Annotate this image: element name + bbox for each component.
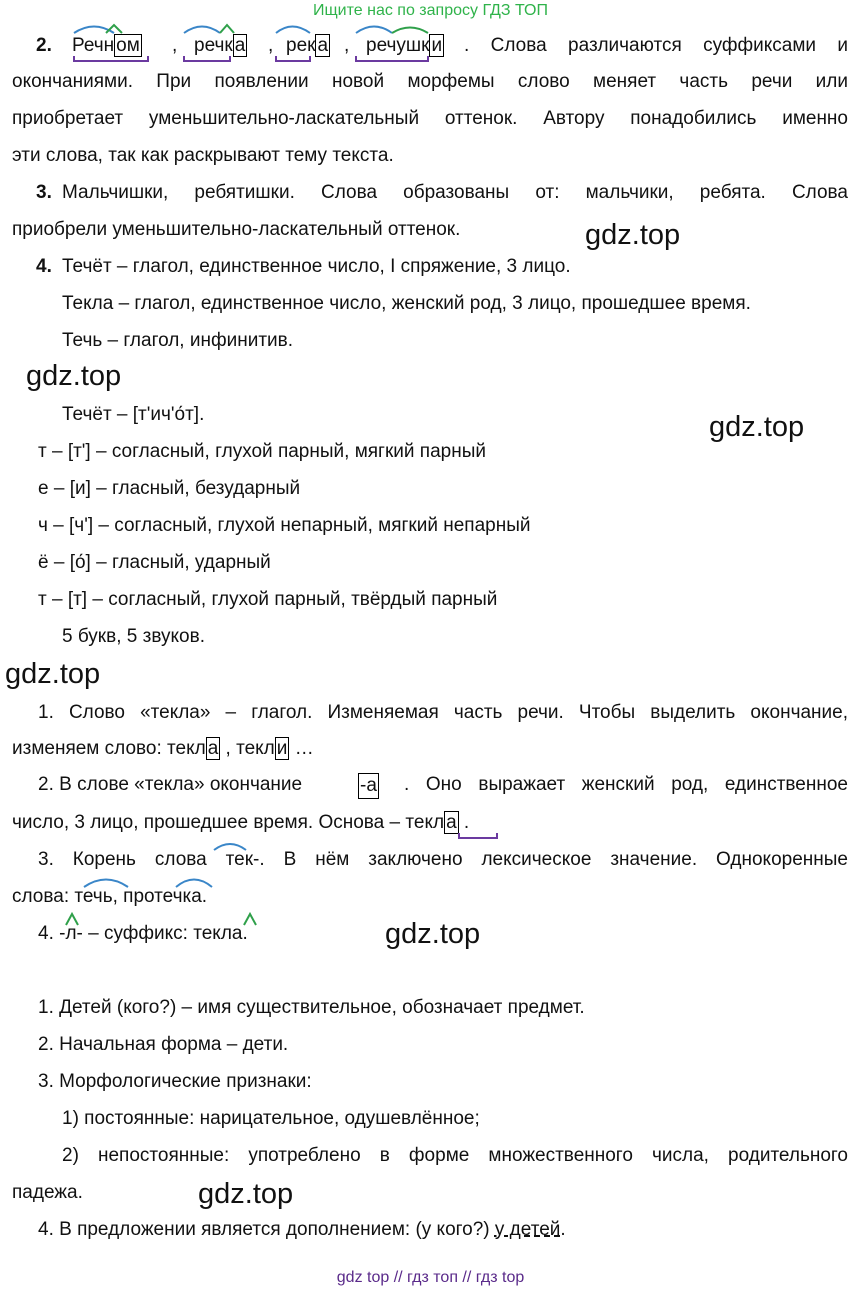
watermark: gdz.top — [585, 219, 681, 251]
task3-line1 — [12, 181, 848, 205]
root-arc — [276, 27, 310, 34]
morph-text: . — [463, 812, 470, 833]
word-rechushki-ending: и — [431, 35, 443, 56]
morph-p2-line2 — [12, 811, 848, 835]
phonetic-row: т – [т'] – согласный, глухой парный, мягкий парный — [38, 441, 486, 462]
phonetic-row: т – [т] – согласный, глухой парный, твёрдый парный — [38, 589, 498, 610]
task4-text: Течёт – глагол, единственное число, I спряжение, 3 лицо. — [62, 256, 571, 277]
noun-line1: 1. Детей (кого?) – имя существительное, обозначает предмет. — [38, 997, 585, 1018]
ending-box: -а — [358, 773, 379, 799]
morph-p1-line1: 1. Слово «текла» – глагол. Изменяемая часть речи. Чтобы выделить окончание, — [38, 702, 848, 723]
phonetic-summary: 5 букв, 5 звуков. — [62, 626, 205, 647]
morph-text: . Оно выражает женский род, единственное — [404, 774, 848, 795]
morph-text: число, 3 лицо, прошедшее время. Основа – — [12, 812, 401, 833]
watermark: gdz.top — [709, 411, 805, 443]
word-reka-ending: а — [317, 35, 329, 56]
noun-text: . — [560, 1219, 566, 1240]
morph-text: , текл — [225, 738, 275, 759]
word-rechnom-root: Речн — [72, 35, 115, 56]
separator: , — [344, 35, 350, 56]
object-underlined: у детей — [494, 1219, 561, 1240]
morph-p3-line2: слова: течь, протечка. — [12, 886, 208, 907]
task3-text: Мальчишки, ребятишки. Слова образованы от: мальчики, ребята. Слова — [62, 182, 848, 203]
task4-number: 4. — [36, 256, 52, 277]
phonetic-row: ё – [о́] – гласный, ударный — [38, 552, 271, 573]
word-rechushki-root: речушк — [366, 35, 430, 56]
ending-box: а — [446, 812, 457, 833]
suffix-caret — [106, 25, 122, 33]
task2-line2: окончаниями. При появлении новой морфемы слово меняет часть речи или — [12, 71, 848, 92]
morph-text: … — [294, 738, 314, 759]
ending-box: а — [207, 738, 219, 759]
task4-line1 — [12, 255, 848, 279]
stem-word: текл — [405, 812, 445, 833]
task3-line2: приобрели уменьшительно-ласкательный оттенок. — [12, 219, 461, 240]
noun-line7 — [38, 1218, 848, 1242]
task3-number: 3. — [36, 182, 52, 203]
phonetic-row: ч – [ч'] – согласный, глухой непарный, мягкий непарный — [38, 515, 531, 536]
ending-box: и — [276, 738, 288, 759]
top-banner: Ищите нас по запросу ГДЗ ТОП — [313, 2, 548, 19]
watermark: gdz.top — [5, 658, 101, 690]
morph-p3-line1: 3. Корень слова тек-. В нём заключено лексическое значение. Однокоренные — [38, 849, 848, 870]
noun-line4: 1) постоянные: нарицательное, одушевлённое; — [62, 1108, 480, 1129]
root-arc — [184, 27, 220, 34]
separator: , — [172, 35, 178, 56]
morph-p1-line2 — [12, 737, 848, 761]
task2-line3: приобретает уменьшительно-ласкательный оттенок. Автору понадобились именно — [12, 108, 848, 129]
phonetic-transcription: Течёт – [т'ич'о́т]. — [62, 404, 205, 425]
task2-line4: эти слова, так как раскрывают тему текста. — [12, 145, 394, 166]
task4-line3: Течь – глагол, инфинитив. — [62, 330, 294, 351]
task2-number: 2. — [36, 35, 52, 56]
root-arc — [356, 27, 392, 34]
word-rechka-ending: а — [234, 35, 246, 56]
noun-line3: 3. Морфологические признаки: — [38, 1071, 312, 1092]
separator: , — [268, 35, 274, 56]
word-reka-root: рек — [286, 35, 316, 56]
word-rechnom-ending: ом — [116, 35, 140, 56]
suffix-caret — [392, 28, 428, 34]
footer-links: gdz top // гдз топ // гдз top — [336, 1269, 525, 1286]
morph-text: 2. В слове «текла» окончание — [38, 774, 303, 795]
word-rechka-root: речк — [194, 35, 233, 56]
watermark: gdz.top — [385, 918, 481, 950]
watermark: gdz.top — [198, 1178, 294, 1210]
suffix-caret — [220, 25, 234, 33]
noun-line2: 2. Начальная форма – дети. — [38, 1034, 289, 1055]
noun-line6: падежа. — [12, 1182, 83, 1203]
morph-p4-line: 4. -л- – суффикс: текла. — [38, 923, 248, 944]
morph-p2-line1 — [12, 773, 848, 797]
root-arc — [74, 27, 114, 34]
watermark: gdz.top — [26, 360, 122, 392]
noun-text: 4. В предложении является дополнением: (у кого?) — [38, 1219, 490, 1240]
task4-line2: Текла – глагол, единственное число, женский род, 3 лицо, прошедшее время. — [62, 293, 751, 314]
task2-line1-tail: . Слова различаются суффиксами и — [464, 35, 848, 56]
morph-text: изменяем слово: текл — [12, 738, 206, 759]
task2-line1 — [12, 34, 848, 58]
noun-line5: 2) непостоянные: употреблено в форме множественного числа, родительного — [62, 1145, 848, 1166]
phonetic-row: е – [и] – гласный, безударный — [38, 478, 301, 499]
